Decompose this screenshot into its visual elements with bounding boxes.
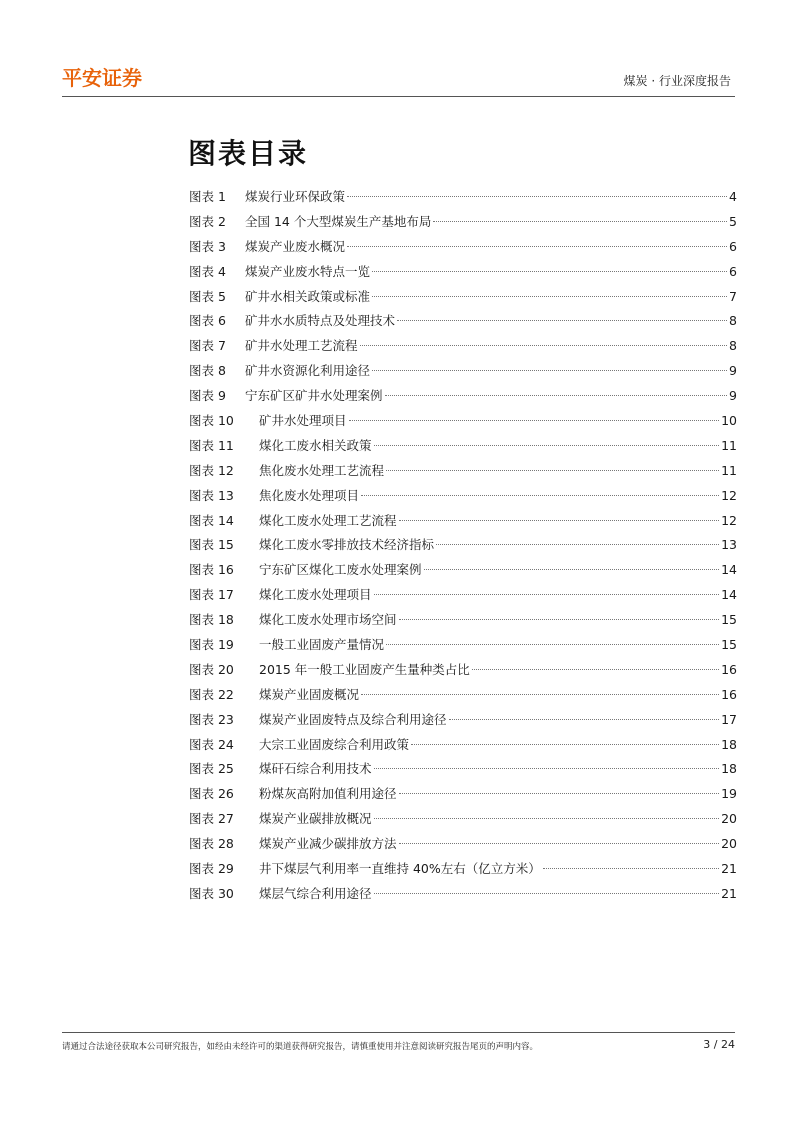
toc-dot-leader bbox=[347, 245, 727, 247]
toc-entry-label: 图表 5 bbox=[189, 288, 226, 304]
toc-entry[interactable] bbox=[189, 585, 737, 610]
toc-entry-label: 图表 12 bbox=[189, 462, 234, 478]
toc-dot-leader bbox=[399, 519, 720, 521]
toc-entry-label: 图表 10 bbox=[189, 413, 234, 429]
toc-entry-page: 19 bbox=[721, 786, 737, 802]
toc-entry-page: 16 bbox=[721, 661, 737, 677]
toc-entry-label: 图表 29 bbox=[189, 861, 234, 877]
toc-entry-label: 图表 4 bbox=[189, 263, 226, 279]
toc-entry-title: 矿井水资源化利用途径 bbox=[245, 363, 371, 379]
toc-entry[interactable] bbox=[189, 461, 737, 486]
toc-entry-title: 矿井水水质特点及处理技术 bbox=[245, 313, 396, 329]
toc-entry-title: 煤化工废水处理工艺流程 bbox=[259, 512, 397, 528]
toc-entry[interactable] bbox=[189, 262, 737, 287]
toc-dot-leader bbox=[386, 643, 719, 645]
toc-entry-label: 图表 6 bbox=[189, 313, 226, 329]
toc-entry-title: 粉煤灰高附加值利用途径 bbox=[259, 786, 397, 802]
toc-entry-page: 17 bbox=[721, 711, 737, 727]
company-logo: 平安证券 bbox=[62, 66, 142, 90]
toc-entry-page: 15 bbox=[721, 612, 737, 628]
toc-entry-page: 9 bbox=[729, 388, 737, 404]
toc-entry-page: 8 bbox=[729, 313, 737, 329]
toc-entry-title: 煤炭产业废水概况 bbox=[245, 238, 346, 254]
toc-dot-leader bbox=[374, 593, 720, 595]
toc-dot-leader bbox=[361, 693, 719, 695]
toc-entry-label: 图表 25 bbox=[189, 761, 234, 777]
toc-entry-page: 9 bbox=[729, 363, 737, 379]
toc-entry-title: 煤矸石综合利用技术 bbox=[259, 761, 372, 777]
toc-entry[interactable] bbox=[189, 535, 737, 560]
toc-dot-leader bbox=[385, 394, 728, 396]
toc-entry-page: 7 bbox=[729, 288, 737, 304]
toc-dot-leader bbox=[372, 270, 727, 272]
toc-dot-leader bbox=[411, 743, 719, 745]
toc-dot-leader bbox=[372, 369, 727, 371]
toc-entry[interactable] bbox=[189, 685, 737, 710]
toc-entry-label: 图表 3 bbox=[189, 238, 226, 254]
toc-entry-page: 5 bbox=[729, 213, 737, 229]
figure-table-of-contents bbox=[189, 187, 737, 909]
toc-entry-title: 井下煤层气利用率一直维持 40%左右（亿立方米） bbox=[259, 861, 541, 877]
toc-dot-leader bbox=[436, 543, 719, 545]
toc-entry-page: 4 bbox=[729, 189, 737, 204]
toc-entry-title: 煤炭产业减少碳排放方法 bbox=[259, 836, 397, 852]
toc-entry-label: 图表 16 bbox=[189, 562, 234, 578]
toc-entry-label: 图表 18 bbox=[189, 612, 234, 628]
toc-entry-title: 煤化工废水相关政策 bbox=[259, 437, 372, 453]
report-type: 煤炭 · 行业深度报告 bbox=[623, 74, 731, 88]
toc-entry[interactable] bbox=[189, 834, 737, 859]
toc-entry[interactable] bbox=[189, 486, 737, 511]
toc-dot-leader bbox=[397, 319, 727, 321]
toc-entry-page: 18 bbox=[721, 736, 737, 752]
toc-entry-label: 图表 1 bbox=[189, 189, 226, 204]
toc-dot-leader bbox=[360, 344, 728, 346]
toc-entry-label: 图表 8 bbox=[189, 363, 226, 379]
toc-dot-leader bbox=[386, 469, 719, 471]
toc-entry-page: 8 bbox=[729, 338, 737, 354]
toc-entry[interactable] bbox=[189, 237, 737, 262]
page-title: 图表目录 bbox=[188, 137, 309, 170]
toc-dot-leader bbox=[399, 842, 720, 844]
toc-entry[interactable] bbox=[189, 610, 737, 635]
toc-entry[interactable] bbox=[189, 336, 737, 361]
toc-entry-title: 一般工业固废产量情况 bbox=[259, 637, 385, 653]
toc-entry-page: 12 bbox=[721, 487, 737, 503]
toc-entry-title: 矿井水处理项目 bbox=[259, 413, 347, 429]
toc-entry[interactable] bbox=[189, 859, 737, 884]
toc-entry-title: 宁东矿区煤化工废水处理案例 bbox=[259, 562, 422, 578]
toc-entry[interactable] bbox=[189, 735, 737, 760]
toc-entry-title: 煤化工废水处理市场空间 bbox=[259, 612, 397, 628]
toc-dot-leader bbox=[347, 195, 727, 197]
toc-entry-title: 煤炭产业固废特点及综合利用途径 bbox=[259, 711, 447, 727]
toc-entry-title: 煤化工废水零排放技术经济指标 bbox=[259, 537, 435, 553]
toc-entry-page: 14 bbox=[721, 562, 737, 578]
toc-entry[interactable] bbox=[189, 187, 737, 212]
footer-disclaimer: 请通过合法途径获取本公司研究报告，如经由未经许可的渠道获得研究报告，请慎重使用并注意阅读研究报告尾页的声明内容。 bbox=[62, 1042, 539, 1052]
toc-dot-leader bbox=[374, 444, 720, 446]
toc-dot-leader bbox=[372, 295, 727, 297]
toc-dot-leader bbox=[374, 892, 720, 894]
toc-entry-title: 2015 年一般工业固废产生量种类占比 bbox=[259, 661, 470, 677]
toc-entry-page: 11 bbox=[721, 437, 737, 453]
toc-dot-leader bbox=[361, 494, 719, 496]
toc-entry-title: 煤炭产业固废概况 bbox=[259, 686, 360, 702]
toc-entry-page: 14 bbox=[721, 587, 737, 603]
toc-entry[interactable] bbox=[189, 784, 737, 809]
toc-dot-leader bbox=[399, 792, 720, 794]
toc-entry[interactable] bbox=[189, 287, 737, 312]
toc-entry-title: 焦化废水处理项目 bbox=[259, 487, 360, 503]
toc-dot-leader bbox=[472, 668, 719, 670]
toc-entry-label: 图表 27 bbox=[189, 811, 234, 827]
toc-entry-label: 图表 14 bbox=[189, 512, 234, 528]
toc-entry-label: 图表 11 bbox=[189, 437, 234, 453]
toc-entry-page: 6 bbox=[729, 263, 737, 279]
toc-entry-page: 13 bbox=[721, 537, 737, 553]
toc-dot-leader bbox=[543, 867, 719, 869]
toc-entry-title: 煤化工废水处理项目 bbox=[259, 587, 372, 603]
toc-entry-label: 图表 30 bbox=[189, 885, 234, 901]
toc-entry-title: 煤层气综合利用途径 bbox=[259, 885, 372, 901]
toc-entry[interactable] bbox=[189, 635, 737, 660]
toc-entry[interactable] bbox=[189, 759, 737, 784]
toc-entry-title: 矿井水相关政策或标准 bbox=[245, 288, 371, 304]
toc-dot-leader bbox=[374, 767, 720, 769]
toc-entry-label: 图表 17 bbox=[189, 587, 234, 603]
toc-entry-page: 16 bbox=[721, 686, 737, 702]
toc-entry[interactable] bbox=[189, 511, 737, 536]
toc-entry[interactable] bbox=[189, 361, 737, 386]
toc-entry-label: 图表 24 bbox=[189, 736, 234, 752]
toc-entry-label: 图表 2 bbox=[189, 213, 226, 229]
toc-dot-leader bbox=[424, 568, 720, 570]
toc-entry-label: 图表 9 bbox=[189, 388, 226, 404]
page-number: 3 / 24 bbox=[703, 1038, 735, 1051]
toc-dot-leader bbox=[374, 817, 720, 819]
toc-entry-label: 图表 19 bbox=[189, 637, 234, 653]
toc-entry-page: 20 bbox=[721, 811, 737, 827]
toc-entry-page: 21 bbox=[721, 885, 737, 901]
toc-entry[interactable] bbox=[189, 809, 737, 834]
toc-entry-title: 煤炭行业环保政策 bbox=[245, 189, 346, 204]
toc-entry[interactable] bbox=[189, 411, 737, 436]
toc-entry-label: 图表 15 bbox=[189, 537, 234, 553]
toc-entry[interactable] bbox=[189, 311, 737, 336]
toc-entry-title: 焦化废水处理工艺流程 bbox=[259, 462, 385, 478]
toc-entry-label: 图表 26 bbox=[189, 786, 234, 802]
footer-divider bbox=[62, 1032, 735, 1033]
toc-entry-label: 图表 20 bbox=[189, 661, 234, 677]
toc-entry-page: 10 bbox=[721, 413, 737, 429]
toc-entry-title: 煤炭产业碳排放概况 bbox=[259, 811, 372, 827]
toc-dot-leader bbox=[449, 718, 720, 720]
toc-entry-page: 18 bbox=[721, 761, 737, 777]
toc-entry-label: 图表 13 bbox=[189, 487, 234, 503]
toc-entry-label: 图表 7 bbox=[189, 338, 226, 354]
toc-entry[interactable] bbox=[189, 884, 737, 909]
toc-entry-label: 图表 28 bbox=[189, 836, 234, 852]
toc-entry-page: 11 bbox=[721, 462, 737, 478]
toc-entry-page: 21 bbox=[721, 861, 737, 877]
toc-entry-page: 12 bbox=[721, 512, 737, 528]
toc-entry-label: 图表 22 bbox=[189, 686, 234, 702]
toc-entry[interactable] bbox=[189, 212, 737, 237]
toc-entry-label: 图表 23 bbox=[189, 711, 234, 727]
toc-dot-leader bbox=[399, 618, 720, 620]
toc-entry-title: 大宗工业固废综合利用政策 bbox=[259, 736, 410, 752]
toc-entry[interactable] bbox=[189, 560, 737, 585]
toc-entry[interactable] bbox=[189, 710, 737, 735]
toc-entry-title: 矿井水处理工艺流程 bbox=[245, 338, 358, 354]
toc-dot-leader bbox=[349, 419, 720, 421]
header-divider bbox=[62, 96, 735, 97]
toc-entry[interactable] bbox=[189, 436, 737, 461]
toc-entry-page: 20 bbox=[721, 836, 737, 852]
toc-entry-page: 15 bbox=[721, 637, 737, 653]
toc-entry-page: 6 bbox=[729, 238, 737, 254]
toc-entry-title: 煤炭产业废水特点一览 bbox=[245, 263, 371, 279]
toc-dot-leader bbox=[433, 220, 727, 222]
toc-entry-title: 全国 14 个大型煤炭生产基地布局 bbox=[245, 213, 432, 229]
toc-entry-title: 宁东矿区矿井水处理案例 bbox=[245, 388, 383, 404]
toc-entry[interactable] bbox=[189, 660, 737, 685]
toc-entry[interactable] bbox=[189, 386, 737, 411]
